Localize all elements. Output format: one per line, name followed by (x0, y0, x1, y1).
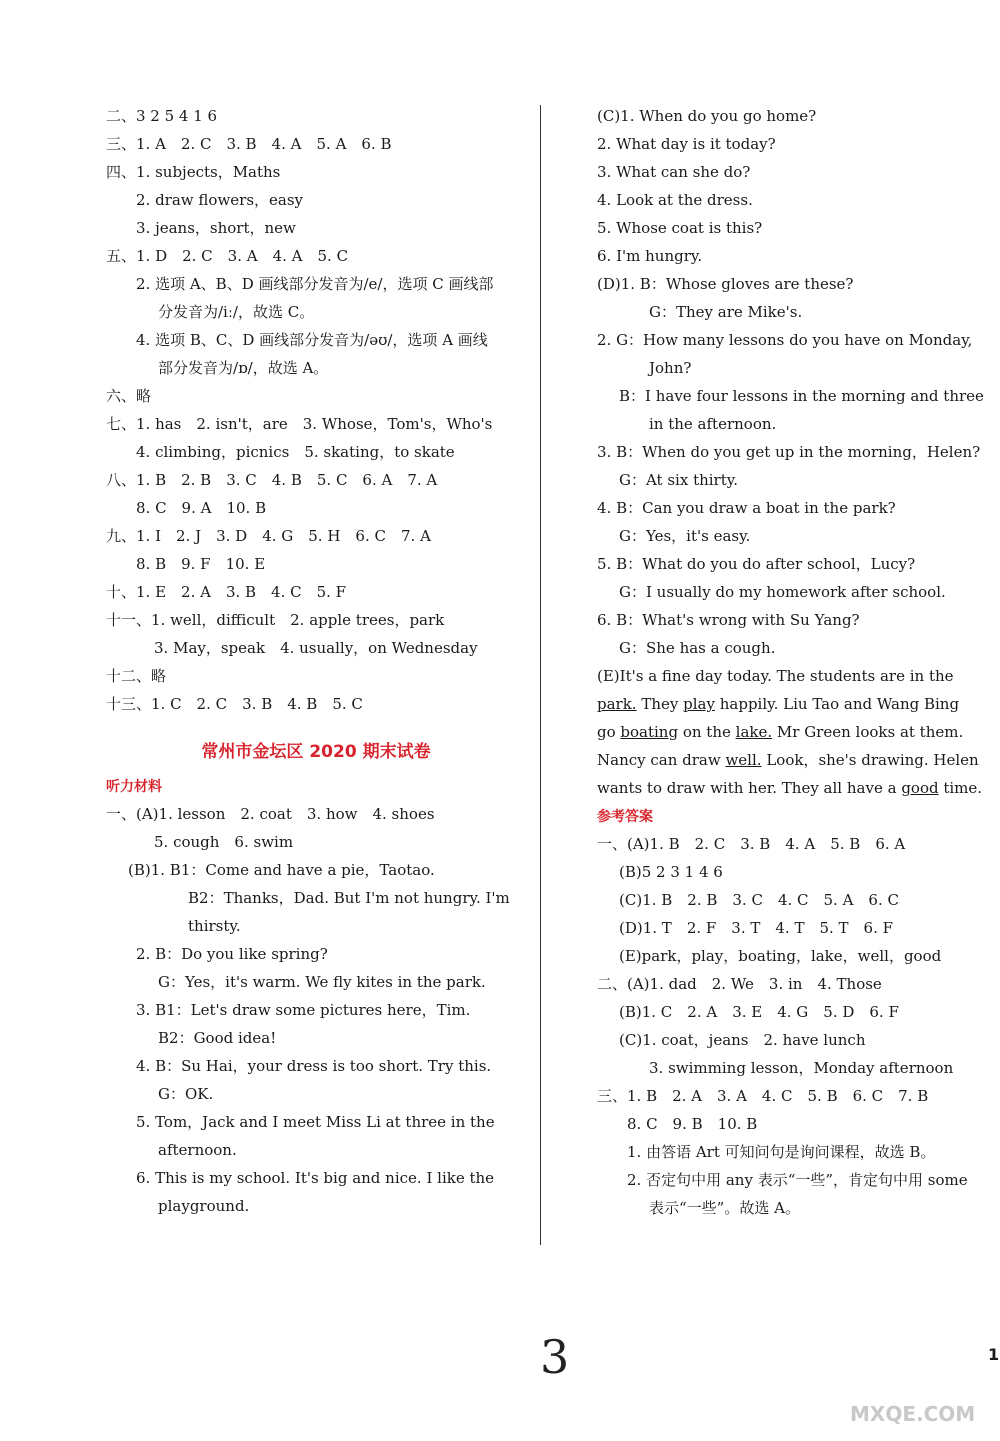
passage-line: (E)It's a fine day today. The students are in the (597, 667, 954, 685)
text-line: B2：Good idea! (158, 1029, 277, 1047)
reference-answers-heading: 参考答案 (597, 809, 653, 825)
text-line: 2. 否定句中用 any 表示“一些”，肯定句中用 some (627, 1171, 968, 1189)
text-line: 2. draw flowers，easy (136, 191, 304, 209)
left-answer-block (106, 102, 526, 718)
text-line: (C)1. coat，jeans 2. have lunch (619, 1031, 866, 1049)
reference-answers-block (597, 830, 987, 1222)
text-line: G：Yes，it's warm. We fly kites in the park. (158, 973, 486, 991)
text-line: (E)park，play，boating，lake，well，good (619, 947, 942, 965)
text-line: 5. B：What do you do after school，Lucy? (597, 555, 916, 573)
text-line: 8. C 9. A 10. B (136, 499, 267, 517)
listening-material-block (106, 800, 526, 1220)
page-number-mark: 3 (540, 1330, 570, 1384)
text-line: 2. G：How many lessons do you have on Monday, (597, 331, 973, 349)
section-title: 常州市金坛区 2020 期末试卷 (201, 742, 431, 762)
text-line: 三、1. A 2. C 3. B 4. A 5. A 6. B (106, 135, 392, 153)
text-line: G：She has a cough. (619, 639, 776, 657)
passage-line: Nancy can draw well. Look，she's drawing. Helen (597, 751, 979, 769)
text-line: 1. 由答语 Art 可知问句是询问课程，故选 B。 (627, 1143, 936, 1161)
text-line: G：I usually do my homework after school. (619, 583, 946, 601)
text-line: afternoon. (158, 1141, 237, 1159)
text-line: 三、1. B 2. A 3. A 4. C 5. B 6. C 7. B (597, 1087, 929, 1105)
text-line: 2. B：Do you like spring? (136, 945, 328, 963)
watermark-logo (820, 1348, 988, 1392)
text-line: 六、略 (106, 387, 152, 405)
text-line: 4. B：Su Hai，your dress is too short. Try this. (136, 1057, 492, 1075)
text-line: 4. Look at the dress. (597, 191, 753, 209)
text-line: 一、(A)1. B 2. C 3. B 4. A 5. B 6. A (597, 835, 906, 853)
text-line: thirsty. (188, 917, 241, 935)
text-line: playground. (158, 1197, 250, 1215)
text-line: in the afternoon. (649, 415, 777, 433)
text-line: (C)1. B 2. B 3. C 4. C 5. A 6. C (619, 891, 899, 909)
text-line: (B)5 2 3 1 4 6 (619, 863, 723, 881)
text-line: John? (649, 359, 692, 377)
text-line: B：I have four lessons in the morning and three (619, 387, 984, 405)
passage-line: park. They play happily. Liu Tao and Wang Bing (597, 695, 960, 713)
listening-dialogue-block (597, 102, 987, 662)
left-column (106, 102, 526, 1220)
text-line: 表示“一些”。故选 A。 (649, 1199, 800, 1217)
text-line: 部分发音为/ɒ/，故选 A。 (158, 359, 329, 377)
text-line: 3. jeans，short，new (136, 219, 296, 237)
right-column (597, 102, 987, 1222)
text-line: 6. This is my school. It's big and nice. I like the (136, 1169, 495, 1187)
text-line: 五、1. D 2. C 3. A 4. A 5. C (106, 247, 349, 265)
text-line: (D)1. T 2. F 3. T 4. T 5. T 6. F (619, 919, 894, 937)
passage-line: go boating on the lake. Mr Green looks at them. (597, 723, 964, 741)
listening-passage (597, 662, 987, 802)
text-line: 3. B1：Let's draw some pictures here，Tim. (136, 1001, 471, 1019)
text-line: 2. 选项 A、B、D 画线部分发音为/e/，选项 C 画线部 (136, 275, 494, 293)
text-line: 十三、1. C 2. C 3. B 4. B 5. C (106, 695, 363, 713)
passage-line: wants to draw with her. They all have a good time. (597, 779, 983, 797)
text-line: 5. Whose coat is this? (597, 219, 763, 237)
listening-material-heading: 听力材料 (106, 779, 162, 795)
text-line: 分发音为/iː/，故选 C。 (158, 303, 315, 321)
text-line: 5. cough 6. swim (154, 833, 294, 851)
text-line: 十、1. E 2. A 3. B 4. C 5. F (106, 583, 347, 601)
text-line: 十二、略 (106, 667, 167, 685)
text-line: 二、3 2 5 4 1 6 (106, 107, 218, 125)
text-line: 九、1. I 2. J 3. D 4. G 5. H 6. C 7. A (106, 527, 431, 545)
text-line: 4. climbing，picnics 5. skating，to skate (136, 443, 455, 461)
text-line: 七、1. has 2. isn't，are 3. Whose，Tom's，Who's (106, 415, 493, 433)
text-line: 2. What day is it today? (597, 135, 776, 153)
text-line: (B)1. B1：Come and have a pie，Taotao. (128, 861, 435, 879)
text-line: 3. What can she do? (597, 163, 751, 181)
text-line: 八、1. B 2. B 3. C 4. B 5. C 6. A 7. A (106, 471, 438, 489)
text-line: 6. B：What's wrong with Su Yang? (597, 611, 860, 629)
text-line: B2：Thanks，Dad. But I'm not hungry. I'm (188, 889, 510, 907)
edge-page-number: 1 (988, 1345, 1000, 1364)
text-line: G：Yes，it's easy. (619, 527, 751, 545)
text-line: G：OK. (158, 1085, 214, 1103)
text-line: (B)1. C 2. A 3. E 4. G 5. D 6. F (619, 1003, 899, 1021)
text-line: G：They are Mike's. (649, 303, 803, 321)
text-line: (C)1. When do you go home? (597, 107, 817, 125)
text-line: 3. B：When do you get up in the morning，Helen? (597, 443, 981, 461)
text-line: 5. Tom，Jack and I meet Miss Li at three in the (136, 1113, 495, 1131)
text-line: G：At six thirty. (619, 471, 739, 489)
text-line: 8. C 9. B 10. B (627, 1115, 758, 1133)
text-line: (D)1. B：Whose gloves are these? (597, 275, 854, 293)
watermark-url: MXQE.COM (850, 1402, 976, 1426)
text-line: 四、1. subjects，Maths (106, 163, 281, 181)
text-line: 二、(A)1. dad 2. We 3. in 4. Those (597, 975, 882, 993)
text-line: 3. May，speak 4. usually，on Wednesday (154, 639, 478, 657)
text-line: 6. I'm hungry. (597, 247, 703, 265)
text-line: 3. swimming lesson，Monday afternoon (649, 1059, 954, 1077)
text-line: 十一、1. well，difficult 2. apple trees，park (106, 611, 445, 629)
text-line: 4. B：Can you draw a boat in the park? (597, 499, 896, 517)
column-divider (540, 105, 541, 1245)
text-line: 4. 选项 B、C、D 画线部分发音为/əʊ/，选项 A 画线 (136, 331, 488, 349)
text-line: 8. B 9. F 10. E (136, 555, 266, 573)
text-line: 一、(A)1. lesson 2. coat 3. how 4. shoes (106, 805, 435, 823)
